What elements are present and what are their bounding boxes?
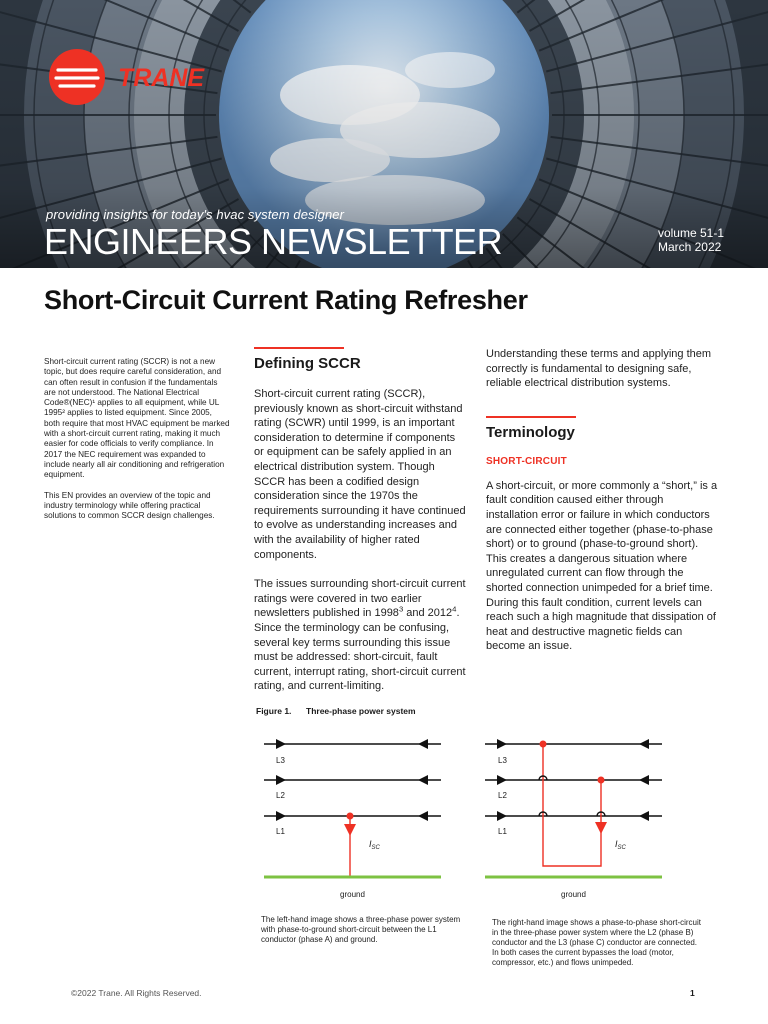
arrow-icon xyxy=(497,811,507,821)
trane-logo xyxy=(48,48,230,106)
arrow-icon xyxy=(497,739,507,749)
figure-caption xyxy=(256,706,416,716)
arrow-icon xyxy=(276,739,286,749)
section-heading: Defining SCCR xyxy=(254,355,361,372)
arrow-icon xyxy=(639,739,649,749)
intro-paragraph-2: This EN provides an overview of the topic and industry terminology while offering practical solutions to common SCCR design challenges. xyxy=(44,490,215,521)
label-l2: L2 xyxy=(498,791,507,800)
figure-number: Figure 1. xyxy=(256,706,292,716)
phase-to-phase-panel xyxy=(485,739,662,899)
header-banner xyxy=(0,0,768,268)
arrow-icon xyxy=(639,811,649,821)
intro-paragraph-1: Short-circuit current rating (SCCR) is not a new topic, but does require careful consideration, and can often result in confusion if the fundamentals are not understood. The National Electrical Code®(NEC)¹ applies to all equipment, while UL 1995² applies to listed equipment. Since 2005, both require that most HVAC equipment be marked with a short-circuit current rating, making it much easier for code officials to verify compliance. In 2017 the NEC requirement was expanded to include nearly all air conditioning and refrigeration equipment. xyxy=(44,357,230,480)
arrow-icon xyxy=(497,775,507,785)
arrow-icon xyxy=(418,775,428,785)
fault-current-arrow-icon xyxy=(595,822,607,834)
label-l1: L1 xyxy=(498,827,507,836)
fault-node xyxy=(598,777,605,784)
ground-label: ground xyxy=(340,890,365,899)
label-l1: L1 xyxy=(276,827,285,836)
figure-caption-right: The right-hand image shows a phase-to-phase short-circuit in the three-phase power system where the L2 (phase B) conductor and the L3 (phase C) conductor are connected. In both cases the current bypasses the load (motor, compressor, etc.) and flows unimpeded. xyxy=(492,918,701,967)
article-title: Short-Circuit Current Rating Refresher xyxy=(44,285,528,315)
arrow-icon xyxy=(276,811,286,821)
terminology-column xyxy=(486,347,718,654)
defining-sccr-section xyxy=(254,347,466,709)
label-l2: L2 xyxy=(276,791,285,800)
fault-path xyxy=(543,744,601,866)
brand-wordmark: TRANE xyxy=(118,64,205,92)
terminology-section xyxy=(486,416,718,654)
term-definition: A short-circuit, or more commonly a “short,” is a fault condition caused either through installation error or failure in which conductors are connected either together (phase-to-phase short) or to ground (phase-to-ground short). This creates a dangerous situation where unregulated current can flow through the shorted connection unimpeded for a brief time. During this fault condition, current levels can reach such a high magnitude that dissipation of heat and destructive magnetic fields can become an issue. xyxy=(486,479,718,653)
section-accent-rule xyxy=(486,416,576,418)
fault-node xyxy=(540,741,547,748)
issue-date: March 2022 xyxy=(657,240,722,254)
intro-sidebar xyxy=(44,357,230,531)
figure-title: Three-phase power system xyxy=(306,706,416,716)
phase-to-ground-panel xyxy=(264,739,441,899)
isc-label: $I_{SC}$ xyxy=(615,839,626,851)
arrow-icon xyxy=(639,775,649,785)
page-number: 1 xyxy=(690,988,695,998)
copyright-notice: ©2022 Trane. All Rights Reserved. xyxy=(71,988,202,998)
label-l3: L3 xyxy=(276,756,285,765)
label-l3: L3 xyxy=(498,756,507,765)
banner-tagline: providing insights for today's hvac system designer xyxy=(46,207,345,222)
arrow-icon xyxy=(276,775,286,785)
arrow-icon xyxy=(418,811,428,821)
column-intro-paragraph: Understanding these terms and applying them correctly is fundamental to designing safe, reliable electrical distribution systems. xyxy=(486,348,712,390)
section-accent-rule xyxy=(254,347,344,349)
volume-label: volume 51-1 xyxy=(657,226,724,240)
term-subheading: SHORT-CIRCUIT xyxy=(486,455,567,467)
body-paragraph: Short-circuit current rating (SCCR), previously known as short-circuit withstand rating (SCWR) until 1999, is an important consideration to determine if components or equipment can be safely applied in an electrical distribution system. Though SCCR has been a codified design consideration since the 1970s the requirements surrounding it have continued to evolve as understanding increases and with the availability of higher rated components. xyxy=(254,388,466,561)
fault-current-arrow-icon xyxy=(344,824,356,836)
fault-node xyxy=(347,813,354,820)
issue-info xyxy=(658,226,724,254)
isc-label: $I_{SC}$ xyxy=(369,839,380,851)
figure-caption-left: The left-hand image shows a three-phase power system with phase-to-ground short-circuit between the L1 conductor (phase A) and ground. xyxy=(261,915,461,944)
section-heading: Terminology xyxy=(486,423,575,441)
newsletter-title: ENGINEERS NEWSLETTER xyxy=(44,221,503,262)
footnote-ref: 3 xyxy=(398,604,404,614)
three-phase-diagram xyxy=(256,726,716,906)
section-body xyxy=(254,387,466,694)
footnote-ref: 4 xyxy=(452,604,457,614)
arrow-icon xyxy=(418,739,428,749)
ground-label: ground xyxy=(561,890,586,899)
body-paragraph-refs: The issues surrounding short-circuit current ratings were covered in two earlier newsletters published in 1998$^3$ and 2012$^4$. Since the terminology can be confusing, several key terms surrounding this issue must be addressed: short-circuit, fault current, interrupt rating, short-circuit current rating, and current-limiting. xyxy=(254,578,466,693)
